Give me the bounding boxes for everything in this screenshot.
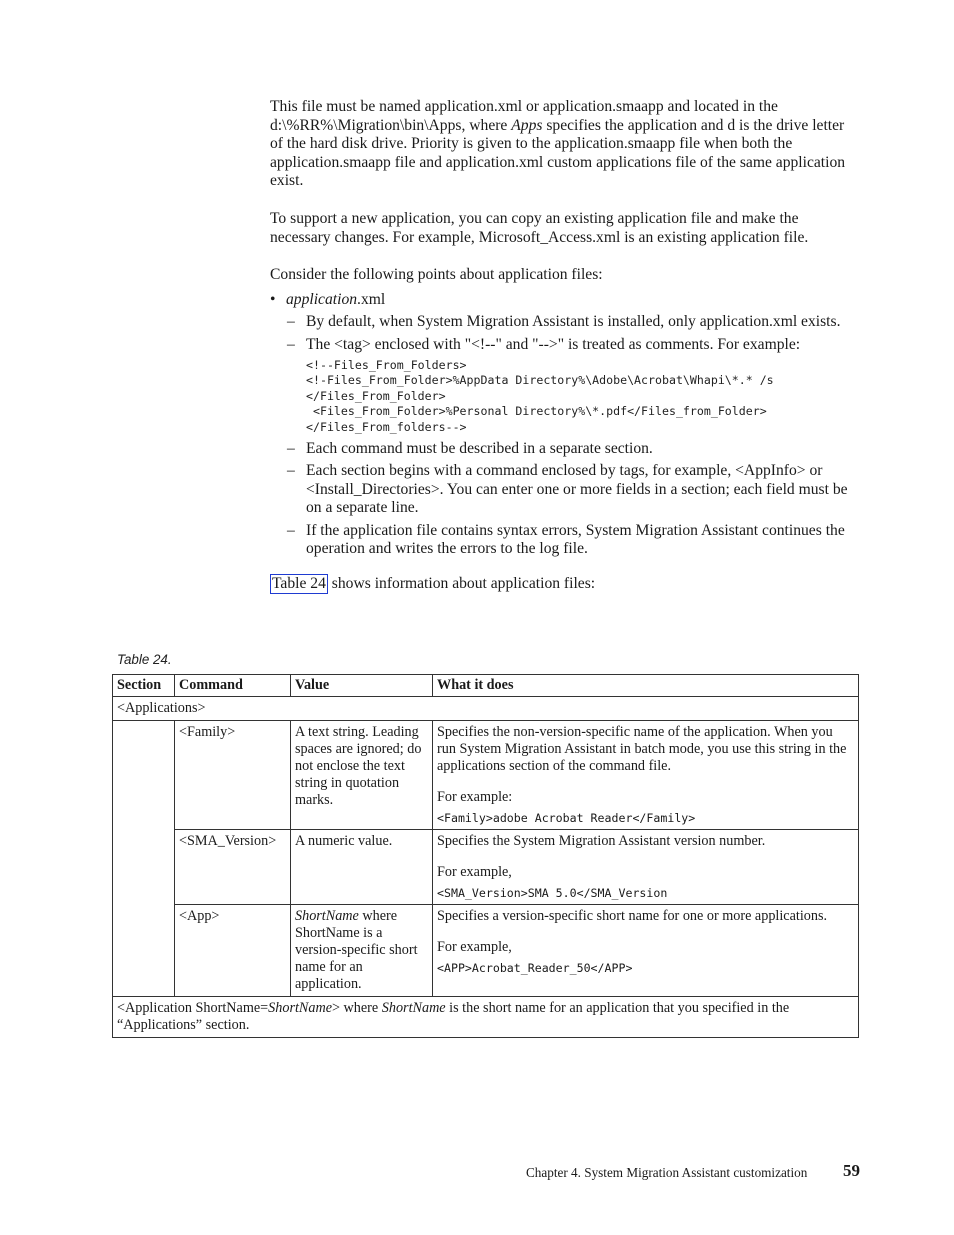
dash-item-text: If the application file contains syntax errors, System Migration Assistant continues the operation and writes the errors to the log file. bbox=[306, 521, 845, 558]
dash-marker: – bbox=[287, 335, 295, 353]
xml-extension: .xml bbox=[357, 290, 386, 308]
consider-paragraph: Consider the following points about application files: bbox=[270, 266, 603, 284]
app-example-label: For example, bbox=[437, 939, 512, 955]
application-shortname-cell bbox=[113, 997, 859, 1038]
table-reference-paragraph bbox=[270, 574, 860, 594]
dash-item-comments bbox=[270, 336, 860, 355]
header-section: Section bbox=[113, 675, 175, 697]
sma-version-example-label: For example, bbox=[437, 864, 512, 880]
sma-version-description-cell bbox=[433, 830, 859, 905]
table-row-applications bbox=[113, 697, 859, 721]
dash-item-text: Each command must be described in a separate section. bbox=[306, 439, 653, 457]
table-row-app bbox=[113, 905, 859, 997]
dash-item-text: By default, when System Migration Assistant is installed, only application.xml exists. bbox=[306, 313, 841, 331]
support-paragraph: To support a new application, you can copy an existing application file and make the necessary changes. For example, Microsoft_Access.xml is an existing application file. bbox=[270, 209, 809, 246]
header-value: Value bbox=[291, 675, 433, 697]
dash-item-text: Each section begins with a command enclosed by tags, for example, <AppInfo> or <Install_Directories>. You can enter one or more fields in a section; each field must be on a separate line. bbox=[306, 462, 848, 517]
table-caption: Table 24. bbox=[117, 652, 172, 667]
chapter-title: Chapter 4. System Migration Assistant customization bbox=[526, 1165, 808, 1180]
bullet-application-xml bbox=[270, 291, 860, 310]
shortname-row-text-a: <Application ShortName= bbox=[117, 1000, 269, 1016]
bullet-marker: • bbox=[270, 290, 276, 308]
family-value: A text string. Leading spaces are ignored; do not enclose the text string in quotation marks. bbox=[291, 721, 433, 830]
dash-item-text: The <tag> enclosed with "<!--" and "-->" is treated as comments. For example: bbox=[306, 335, 801, 353]
family-command: <Family> bbox=[175, 721, 291, 830]
app-value-text: where ShortName is a version-specific short name for an application. bbox=[295, 908, 418, 992]
page-number: 59 bbox=[843, 1161, 860, 1180]
sma-version-example-code: <SMA_Version>SMA 5.0</SMA_Version bbox=[437, 886, 668, 900]
page-footer bbox=[526, 1161, 860, 1183]
intro-paragraph bbox=[270, 98, 860, 191]
app-description-cell bbox=[433, 905, 859, 997]
dash-item-syntax-errors bbox=[270, 522, 860, 559]
family-example-label: For example: bbox=[437, 789, 513, 805]
dash-item-tags bbox=[270, 462, 860, 518]
header-what-it-does: What it does bbox=[433, 675, 859, 697]
body-text bbox=[270, 98, 860, 613]
table-reference-text: shows information about application files: bbox=[327, 575, 596, 593]
table-header-row bbox=[113, 675, 859, 697]
dash-marker: – bbox=[287, 439, 295, 457]
shortname-term: ShortName bbox=[268, 1000, 332, 1016]
table-row-sma-version bbox=[113, 830, 859, 905]
table-row-application-shortname bbox=[113, 997, 859, 1038]
sma-version-description: Specifies the System Migration Assistant version number. bbox=[437, 833, 766, 849]
intro-text-a: This file must be named application.xml or application.smaapp and located in the d:\%RR%\Migration\bin\Apps, where bbox=[270, 98, 778, 134]
header-command: Command bbox=[175, 675, 291, 697]
dash-marker: – bbox=[287, 313, 295, 331]
shortname-term: ShortName bbox=[381, 1000, 446, 1016]
app-description: Specifies a version-specific short name for one or more applications. bbox=[437, 908, 828, 924]
dash-marker: – bbox=[287, 462, 295, 480]
shortname-row-text-b: > where bbox=[332, 1000, 382, 1016]
app-example-code: <APP>Acrobat_Reader_50</APP> bbox=[437, 961, 633, 975]
family-example-code: <Family>adobe Acrobat Reader</Family> bbox=[437, 811, 696, 825]
family-description-cell bbox=[433, 721, 859, 830]
app-value bbox=[291, 905, 433, 997]
family-description: Specifies the non-version-specific name of the application. When you run System Migration Assistant in batch mode, you use this string in the applications section of the command file. bbox=[437, 724, 847, 774]
app-command: <App> bbox=[175, 905, 291, 997]
dash-item-separate-section bbox=[270, 440, 860, 459]
sma-version-value: A numeric value. bbox=[291, 830, 433, 905]
sma-version-command: <SMA_Version> bbox=[175, 830, 291, 905]
applications-section-cell: <Applications> bbox=[113, 697, 859, 721]
apps-term: Apps bbox=[511, 116, 543, 134]
application-files-table bbox=[112, 674, 859, 1038]
table-24-link[interactable]: Table 24 bbox=[272, 575, 326, 593]
table-row-family bbox=[113, 721, 859, 830]
shortname-term: ShortName bbox=[295, 908, 359, 924]
dash-marker: – bbox=[287, 521, 295, 539]
application-term: application bbox=[286, 290, 358, 308]
dash-item-default bbox=[270, 313, 860, 332]
section-cell-empty bbox=[113, 721, 175, 997]
shortname-row-text-c: is the short name for an application that you specified in the “Applications” section. bbox=[117, 1000, 790, 1033]
code-example: <!--Files_From_Folders> <!-Files_From_Folder>%AppData Directory%\Adobe\Acrobat\Whapi\*.* /s </Files_From_Folder> <Files_From_Folder>%Personal Directory%\*.pdf</Files_from_Folder> </Files_From_folders--> bbox=[306, 357, 774, 434]
intro-text-b: specifies the application and d is the drive letter of the hard disk drive. Priority is given to the application.smaapp file when both the application.smaapp file and application.xml custom applications file of the same application exist. bbox=[270, 116, 846, 190]
